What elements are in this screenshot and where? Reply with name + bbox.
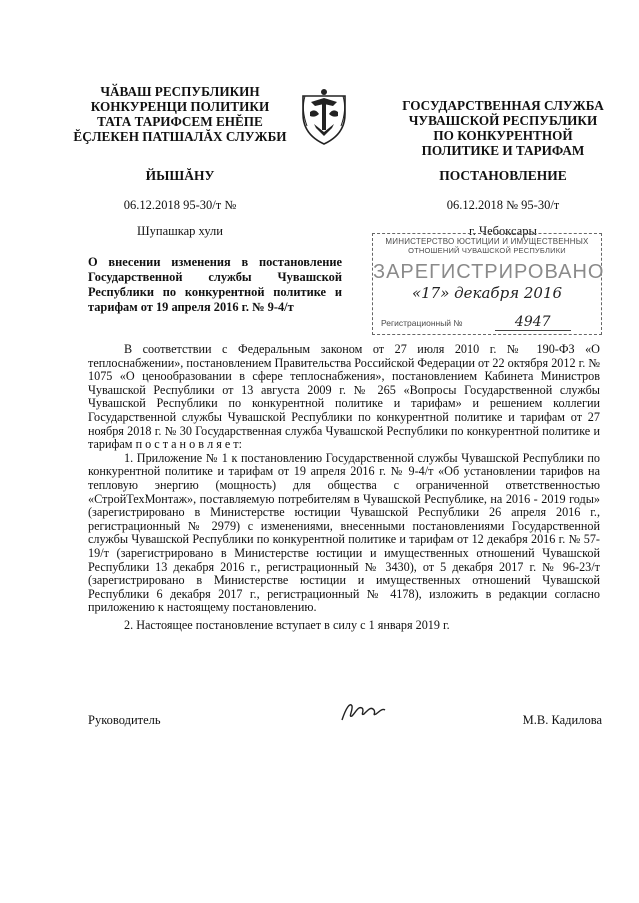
date-number-right: 06.12.2018 № 95-30/т xyxy=(446,198,560,212)
signature-name: М.В. Кадилова xyxy=(522,713,602,727)
item-2-paragraph: 2. Настоящее постановление вступает в силу с 1 января 2019 г. xyxy=(124,617,450,632)
header-left-line-1: ЧӐВАШ РЕСПУБЛИКИН xyxy=(100,84,260,99)
item-1-paragraph: 1. Приложение № 1 к постановлению Государственной службы Чувашской Республики по конкурентной политике и тарифам от 19 апреля 2016 г. № 9-4/т «Об установлении тарифов на тепловую энергию (мощность) для общества с ограниченной ответственностью «СтройТехМонтаж», поставляемую потребителям в Чувашской Республике, на 2016 - 2019 годы» (зарегистрировано в Министерстве юстиции Чувашской Республики 26 апреля 2016 г., регистрационный № 2979) с изменениями, внесенными постановлениями Государственной службы Чувашской Республики по конкурентной политике и тарифам от 12 декабря 2016 г. № 57-19/т (зарегистрировано в Министерстве юстиции и имущественных отношений Чувашской Республики 13 декабря 2016 г., регистрационный № 3430), от 5 декабря 2017 г. № 96-23/т (зарегистрировано в Министерстве юстиции и имущественных отношений Чувашской Республики 6 декабря 2017 г., регистрационный № 4178), изложить в редакции согласно приложению к настоящему постановлению. xyxy=(88,450,600,615)
doc-type-russian: ПОСТАНОВЛЕНИЕ xyxy=(439,168,567,183)
header-right-line-4: ПОЛИТИКЕ И ТАРИФАМ xyxy=(421,143,585,158)
chuvash-emblem-icon xyxy=(297,82,351,148)
header-left-line-3: ТАТА ТАРИФСЕМ ЕНĔПЕ xyxy=(97,114,263,129)
stamp-reg-row xyxy=(381,314,571,330)
signature-role: Руководитель xyxy=(88,713,161,727)
city-russian: г. Чебоксары xyxy=(469,224,537,238)
header-left xyxy=(55,84,305,144)
doc-type-chuvash: ЙЫШĂНУ xyxy=(145,168,215,183)
stamp-reg-label: Регистрационный № xyxy=(381,318,463,328)
stamp-status: ЗАРЕГИСТРИРОВАНО xyxy=(373,261,605,283)
stamp-reg-number: 4947 xyxy=(495,314,571,331)
header-right-line-1: ГОСУДАРСТВЕННАЯ СЛУЖБА xyxy=(402,98,604,113)
stamp-line-2: ОТНОШЕНИЙ ЧУВАШСКОЙ РЕСПУБЛИКИ xyxy=(408,246,566,255)
document-body xyxy=(88,343,600,632)
header-left-line-4: ĔҪЛЕКЕН ПАТШАЛĂХ СЛУЖБИ xyxy=(73,129,287,144)
stamp-handwritten-date: «17» декабря 2016 xyxy=(411,284,563,302)
header-right xyxy=(378,98,628,158)
document-title: О внесении изменения в постановление Государственной службы Чувашской Республики по конкурентной политике и тарифам от 19 апреля 2016 г. № 9-4/т xyxy=(88,255,342,314)
handwritten-signature-icon xyxy=(338,698,388,724)
city-chuvash: Шупашкар хули xyxy=(137,224,223,238)
header-left-line-2: КОНКУРЕНЦИ ПОЛИТИКИ xyxy=(90,99,270,114)
header-right-line-2: ЧУВАШСКОЙ РЕСПУБЛИКИ xyxy=(408,113,598,128)
preamble-paragraph: В соответствии с Федеральным законом от 27 июля 2010 г. № 190-ФЗ «О теплоснабжении», постановлением Правительства Российской Федерации от 22 октября 2012 г. № 1075 «О ценообразовании в сфере теплоснабжения», постановлением Кабинета Министров Чувашской Республики от 13 августа 2009 г. № 265 «Вопросы Государственной службы Чувашской Республики по конкурентной политике и тарифам» и решением коллегии Государственной службы Чувашской Республики по конкурентной политике и тарифам от 27 ноября 2018 г. № 30 Государственная служба Чувашской Республики по конкурентной политике и тарифам п о с т а н о в л я е т: xyxy=(88,342,600,452)
date-number-left: 06.12.2018 95-30/т № xyxy=(123,198,237,212)
stamp-line-1: МИНИСТЕРСТВО ЮСТИЦИИ И ИМУЩЕСТВЕННЫХ xyxy=(385,237,589,246)
registration-stamp xyxy=(372,233,605,335)
header-right-line-3: ПО КОНКУРЕНТНОЙ xyxy=(433,128,573,143)
